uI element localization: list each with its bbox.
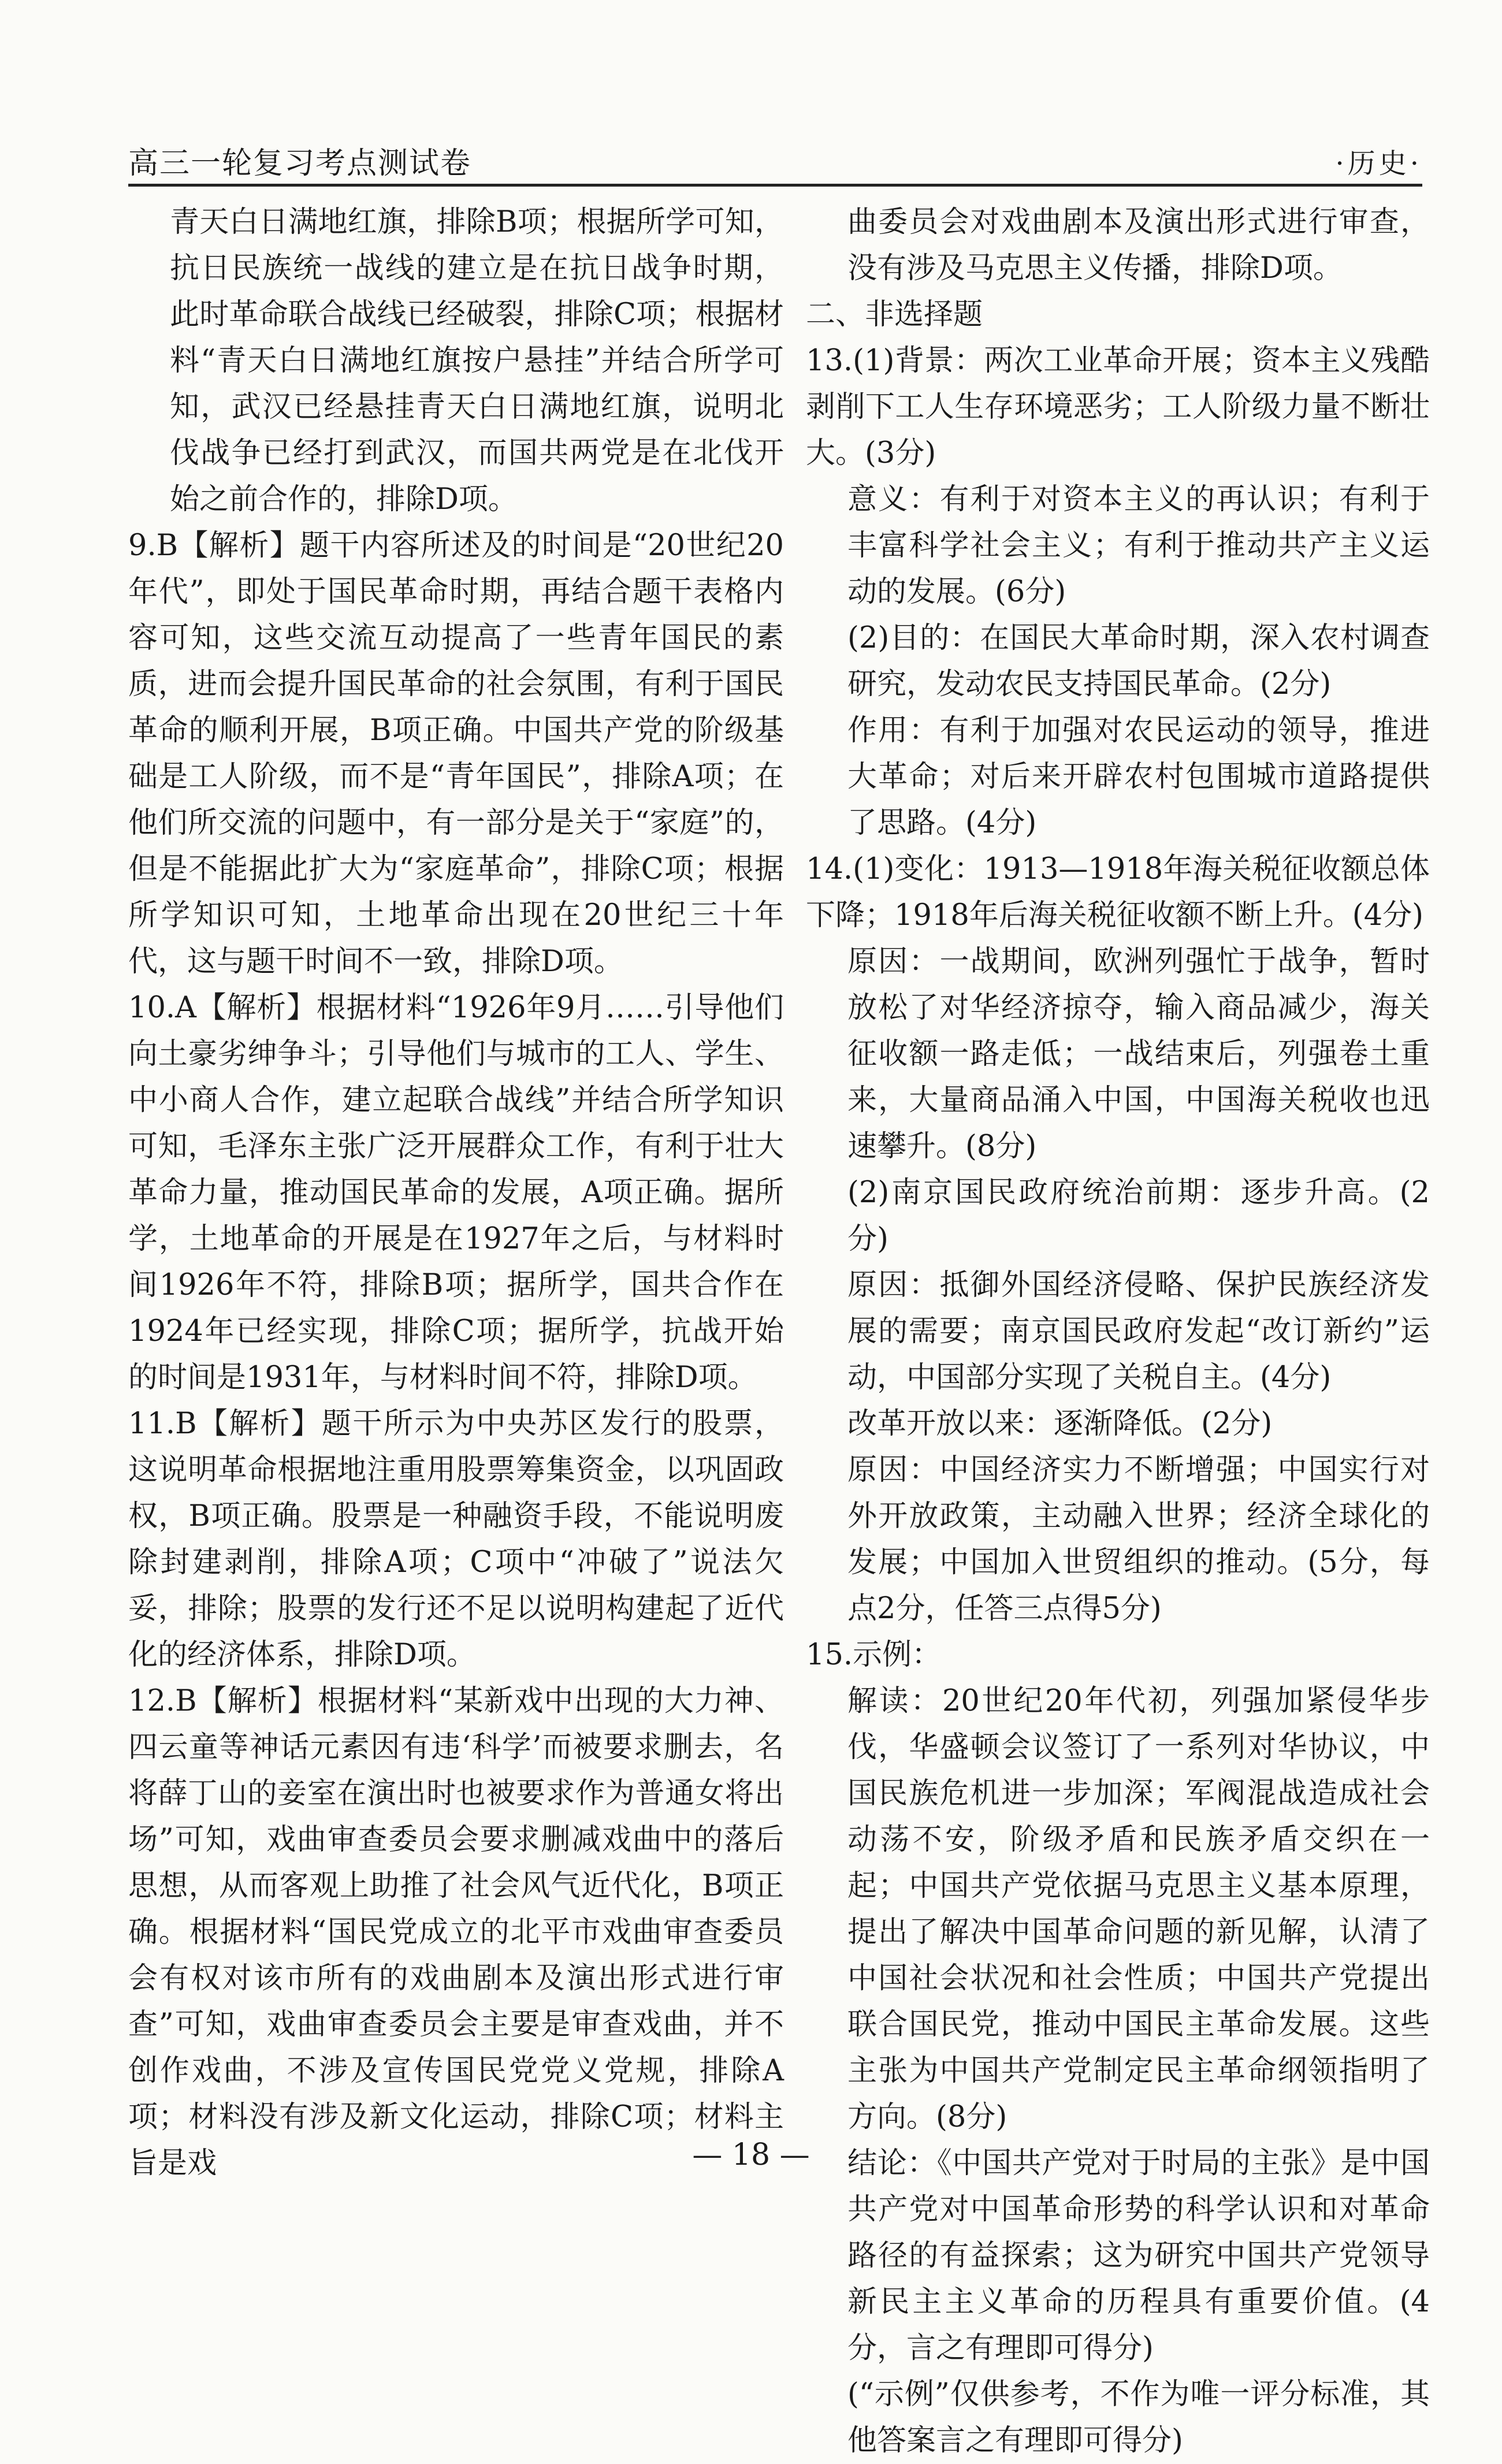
answer-11: 11.B【解析】题干所示为中央苏区发行的股票，这说明革命根据地注重用股票筹集资金，以巩固政权，B项正确。股票是一种融资手段，不能说明废除封建剥削，排除A项；C项中“冲破了”说法欠妥，排除；股票的发行还不足以说明构建起了近代化的经济体系，排除D项。 xyxy=(128,1407,784,1672)
answer-15: 15.示例： xyxy=(806,1638,942,1672)
answer-10: 10.A【解析】根据材料“1926年9月……引导他们向土豪劣绅争斗；引导他们与城市的工人、学生、中小商人合作，建立起联合战线”并结合所学知识可知，毛泽东主张广泛开展群众工作，有利于壮大革命力量，推动国民革命的发展，A项正确。据所学，土地革命的开展是在1927年之后，与材料时间1926年不符，排除B项；据所学，国共合作在1924年已经实现，排除C项；据所学，抗战开始的时间是1931年，与材料时间不符，排除D项。 xyxy=(128,991,784,1395)
header-divider xyxy=(128,184,1422,187)
paragraph: 结论：《中国共产党对于时局的主张》是中国共产党对中国革命形势的科学认识和对革命路径的有益探索；这为研究中国共产党领导新民主主义革命的历程具有重要价值。(4分，言之有理即可得分) xyxy=(847,2146,1430,2365)
paragraph: 解读：20世纪20年代初，列强加紧侵华步伐，华盛顿会议签订了一系列对华协议，中国民族危机进一步加深；军阀混战造成社会动荡不安，阶级矛盾和民族矛盾交织在一起；中国共产党依据马克思主义基本原理，提出了解决中国革命问题的新见解，认清了中国社会状况和社会性质；中国共产党提出联合国民党，推动中国民主革命发展。这些主张为中国共产党制定民主革命纲领指明了方向。(8分) xyxy=(847,1684,1430,2134)
paragraph: 曲委员会对戏曲剧本及演出形式进行审查，没有涉及马克思主义传播，排除D项。 xyxy=(847,205,1430,285)
answer-14-part-2: (2)南京国民政府统治前期：逐步升高。(2分) xyxy=(847,1176,1430,1256)
page-header xyxy=(128,139,1422,185)
paragraph: 作用：有利于加强对农民运动的领导，推进大革命；对后来开辟农村包围城市道路提供了思路。(4分) xyxy=(847,713,1430,840)
answer-12: 12.B【解析】根据材料“某新戏中出现的大力神、四云童等神话元素因有违‘科学’而被要求删去，名将薛丁山的妾室在演出时也被要求作为普通女将出场”可知，戏曲审查委员会要求删减戏曲中的落后思想，从而客观上助推了社会风气近代化，B项正确。根据材料“国民党成立的北平市戏曲审查委员会有权对该市所有的戏曲剧本及演出形式进行审查”可知，戏曲审查委员会主要是审查戏曲，并不创作戏曲，不涉及宣传国民党党义党规，排除A项；材料没有涉及新文化运动，排除C项；材料主旨是戏 xyxy=(128,1684,784,2180)
answer-14-part-1: 14.(1)变化：1913—1918年海关税征收额总体下降；1918年后海关税征收额不断上升。(4分) xyxy=(806,852,1430,932)
paragraph: 原因：一战期间，欧洲列强忙于战争，暂时放松了对华经济掠夺，输入商品减少，海关征收额一路走低；一战结束后，列强卷土重来，大量商品涌入中国，中国海关税收也迅速攀升。(8分) xyxy=(847,945,1430,1164)
note: (“示例”仅供参考，不作为唯一评分标准，其他答案言之有理即可得分) xyxy=(847,2377,1430,2458)
page-number: — 18 — xyxy=(692,2138,810,2172)
answer-13-part-1: 13.(1)背景：两次工业革命开展；资本主义残酷剥削下工人生存环境恶劣；工人阶级力量不断壮大。(3分) xyxy=(806,344,1430,470)
paragraph: 改革开放以来：逐渐降低。(2分) xyxy=(847,1407,1273,1441)
paragraph: 原因：中国经济实力不断增强；中国实行对外开放政策，主动融入世界；经济全球化的发展；中国加入世贸组织的推动。(5分，每点2分，任答三点得5分) xyxy=(847,1453,1430,1626)
right-column xyxy=(806,199,1430,2464)
paragraph: 意义：有利于对资本主义的再认识；有利于丰富科学社会主义；有利于推动共产主义运动的发展。(6分) xyxy=(847,482,1430,609)
answer-9: 9.B【解析】题干内容所述及的时间是“20世纪20年代”，即处于国民革命时期，再结合题干表格内容可知，这些交流互动提高了一些青年国民的素质，进而会提升国民革命的社会氛围，有利于国民革命的顺利开展，B项正确。中国共产党的阶级基础是工人阶级，而不是“青年国民”，排除A项；在他们所交流的问题中，有一部分是关于“家庭”的，但是不能据此扩大为“家庭革命”，排除C项；根据所学知识可知，土地革命出现在20世纪三十年代，这与题干时间不一致，排除D项。 xyxy=(128,529,784,979)
answer-13-part-2: (2)目的：在国民大革命时期，深入农村调查研究，发动农民支持国民革命。(2分) xyxy=(847,621,1430,701)
left-column xyxy=(128,199,784,2187)
section-heading: 二、非选择题 xyxy=(806,298,983,332)
book-title: 高三一轮复习考点测试卷 xyxy=(128,146,472,181)
paragraph: 青天白日满地红旗，排除B项；根据所学可知，抗日民族统一战线的建立是在抗日战争时期，此时革命联合战线已经破裂，排除C项；根据材料“青天白日满地红旗按户悬挂”并结合所学可知，武汉已经悬挂青天白日满地红旗，说明北伐战争已经打到武汉，而国共两党是在北伐开始之前合作的，排除D项。 xyxy=(170,205,784,516)
subject-label: ·历史· xyxy=(1335,147,1422,180)
paragraph: 原因：抵御外国经济侵略、保护民族经济发展的需要；南京国民政府发起“改订新约”运动，中国部分实现了关税自主。(4分) xyxy=(847,1268,1430,1395)
